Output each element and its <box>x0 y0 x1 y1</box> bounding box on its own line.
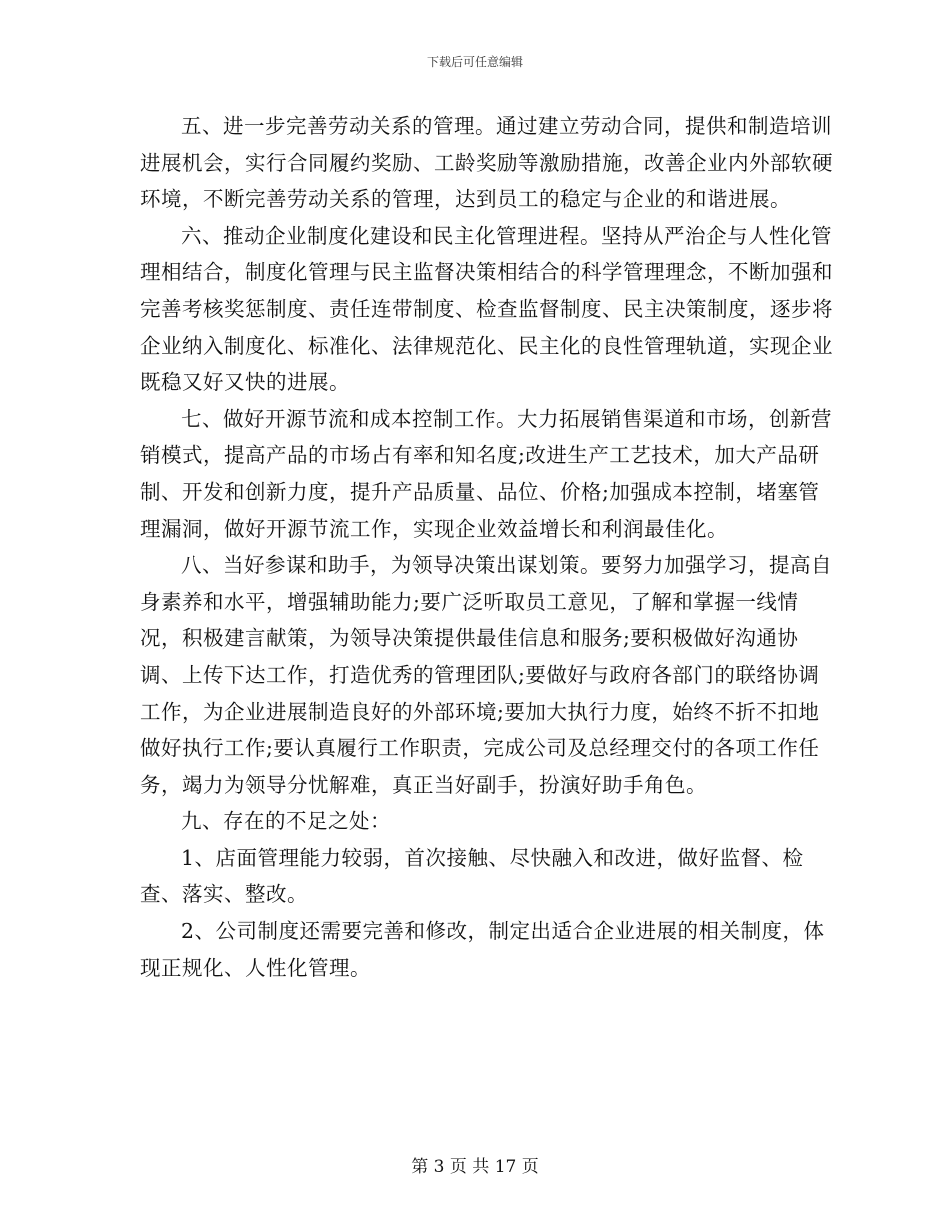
paragraph-5: 五、进一步完善劳动关系的管理。通过建立劳动合同，提供和制造培训进展机会，实行合同履约奖励、工龄奖励等激励措施，改善企业内外部软硬环境，不断完善劳动关系的管理，达到员工的稳定与企业的和谐进展。 <box>140 114 833 212</box>
paragraph-9: 九、存在的不足之处： <box>181 809 391 834</box>
document-body <box>140 108 840 986</box>
paragraph-item-2: 2、公司制度还需要完善和修改，制定出适合企业进展的相关制度，体现正规化、人性化管理。 <box>140 919 825 980</box>
paragraph-item-1: 1、店面管理能力较弱，首次接触、尽快融入和改进，做好监督、检查、落实、整改。 <box>140 845 804 907</box>
paragraph-6: 六、推动企业制度化建设和民主化管理进程。坚持从严治企与人性化管理相结合，制度化管理与民主监督决策相结合的科学管理理念，不断加强和完善考核奖惩制度、责任连带制度、检查监督制度、民主决策制度，逐步将企业纳入制度化、标准化、法律规范化、民主化的良性管理轨道，实现企业既稳又好又快的进展。 <box>140 223 833 395</box>
page-header: 下载后可任意编辑 <box>426 55 523 69</box>
page-number: 第 3 页 共 17 页 <box>411 1157 539 1177</box>
paragraph-7: 七、做好开源节流和成本控制工作。大力拓展销售渠道和市场，创新营销模式，提高产品的市场占有率和知名度;改进生产工艺技术，加大产品研制、开发和创新力度，提升产品质量、品位、价格;加强成本控制，堵塞管理漏洞，做好开源节流工作，实现企业效益增长和利润最佳化。 <box>140 406 832 541</box>
paragraph-8: 八、当好参谋和助手，为领导决策出谋划策。要努力加强学习，提高自身素养和水平，增强辅助能力;要广泛听取员工意见，了解和掌握一线情况，积极建言献策，为领导决策提供最佳信息和服务;要积极做好沟通协调、上传下达工作，打造优秀的管理团队;要做好与政府各部门的联络协调工作，为企业进展制造良好的外部环境;要加大执行力度，始终不折不扣地做好执行工作;要认真履行工作职责，完成公司及总经理交付的各项工作任务，竭力为领导分忧解难，真正当好副手，扮演好助手角色。 <box>140 553 832 797</box>
